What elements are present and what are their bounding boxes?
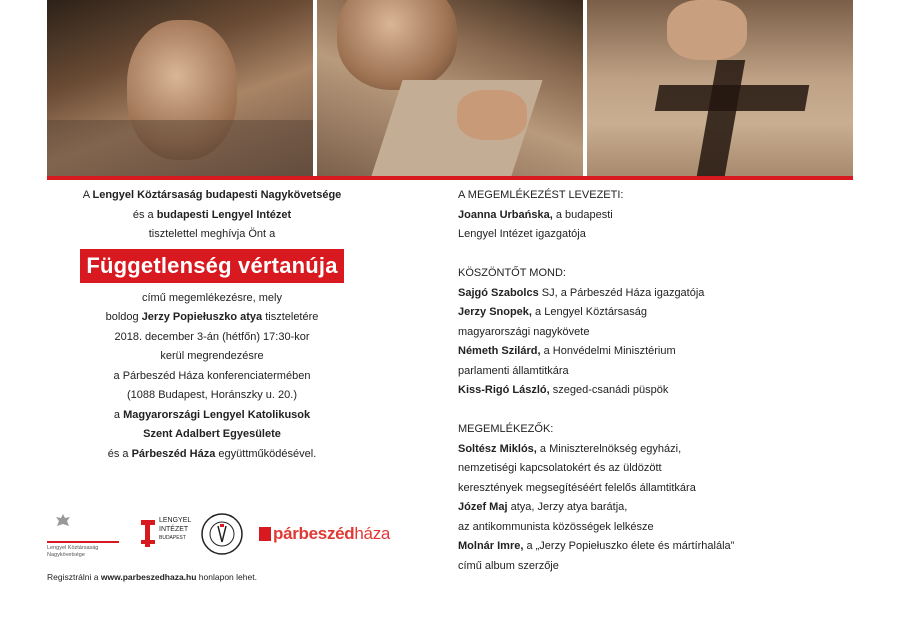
invitation-text <box>47 186 377 464</box>
intro-line-3: tisztelettel meghívja Önt a <box>148 228 276 240</box>
section-heading-speakers: MEGEMLÉKEZŐK: <box>458 423 554 435</box>
body-line-4: kerül megrendezésre <box>160 350 264 362</box>
header-photo-strip <box>47 0 853 176</box>
red-divider <box>47 176 853 180</box>
host-line-1: Joanna Urbańska, a budapesti <box>458 208 613 221</box>
speaker-line-6: Molnár Imre, a „Jerzy Popiełuszko élete és mártírhalála” <box>458 540 735 552</box>
speaker-line-1: Soltész Miklós, a Miniszterelnökség egyházi, <box>458 442 682 455</box>
adalbert-association-logo <box>200 512 250 558</box>
venue: a Párbeszéd Háza konferenciatermében <box>113 369 311 382</box>
greeting-line-5: parlamenti államtitkára <box>458 364 569 377</box>
photo-cross-shadow <box>587 0 853 176</box>
partner-logos <box>47 512 417 562</box>
institute-figure-icon <box>139 518 157 550</box>
institute-logo-line-3: BUDAPEST <box>159 535 186 541</box>
address: (1088 Budapest, Horánszky u. 20.) <box>127 389 297 401</box>
intro-line-1: A Lengyel Köztársaság budapesti Nagykövetsége <box>82 189 342 201</box>
host-line-2: Lengyel Intézet igazgatója <box>458 228 586 240</box>
speaker-line-4: Józef Maj atya, Jerzy atya barátja, <box>458 501 628 513</box>
parbeszed-logo-word-1: párbeszéd <box>273 524 355 543</box>
speaker-line-3: keresztények megsegítéséért felelős államtitkára <box>458 481 696 494</box>
greeting-line-4: Németh Szilárd, a Honvédelmi Minisztérium <box>458 345 676 357</box>
greeting-line-3: magyarországi nagykövete <box>458 325 590 338</box>
body-line-9: és a Párbeszéd Háza együttműködésével. <box>107 447 317 460</box>
photo-priest-2 <box>317 0 583 176</box>
body-line-7: a Magyarországi Lengyel Katolikusok <box>113 408 311 421</box>
section-heading-greeting: KÖSZÖNTŐT MOND: <box>458 267 566 279</box>
intro-line-2: és a budapesti Lengyel Intézet <box>132 208 292 221</box>
registration-note: Regisztrálni a www.parbeszedhaza.hu honlapon lehet. <box>47 572 257 582</box>
parbeszed-haza-logo <box>259 524 390 544</box>
greeting-line-2: Jerzy Snopek, a Lengyel Köztársaság <box>458 306 647 318</box>
embassy-logo-text: Lengyel Köztársaság Nagykövetsége <box>47 545 99 558</box>
polish-institute-logo <box>139 516 192 556</box>
greeting-line-6: Kiss-Rigó László, szeged-csanádi püspök <box>458 384 669 396</box>
greeting-line-1: Sajgó Szabolcs SJ, a Párbeszéd Háza igazgatója <box>458 286 705 299</box>
body-line-8: Szent Adalbert Egyesülete <box>143 428 281 440</box>
eagle-emblem-icon <box>53 512 73 532</box>
photo-priest-1 <box>47 0 313 176</box>
parbeszed-mark-icon <box>259 527 271 541</box>
institute-logo-line-2: INTÉZET <box>159 526 189 533</box>
section-heading-host: A MEGEMLÉKEZÉST LEVEZETI: <box>458 189 624 201</box>
parbeszed-logo-word-2: háza <box>354 524 391 543</box>
speaker-line-7: című album szerzője <box>458 559 559 572</box>
institute-logo-line-1: LENGYEL <box>159 517 192 524</box>
association-seal-icon <box>200 512 244 556</box>
speaker-line-5: az antikommunista közösségek lelkésze <box>458 520 654 533</box>
event-date: 2018. december 3-án (hétfőn) 17:30-kor <box>114 330 310 343</box>
program-text <box>458 186 818 576</box>
embassy-logo <box>47 512 127 559</box>
body-line-2: boldog Jerzy Popiełuszko atya tiszteletére <box>105 311 319 323</box>
body-line-1: című megemlékezésre, mely <box>142 291 282 304</box>
registration-url[interactable]: www.parbeszedhaza.hu <box>100 572 197 582</box>
speaker-line-2: nemzetiségi kapcsolatokért és az üldözött <box>458 462 662 474</box>
event-title: Függetlenség vértanúja <box>80 249 343 283</box>
